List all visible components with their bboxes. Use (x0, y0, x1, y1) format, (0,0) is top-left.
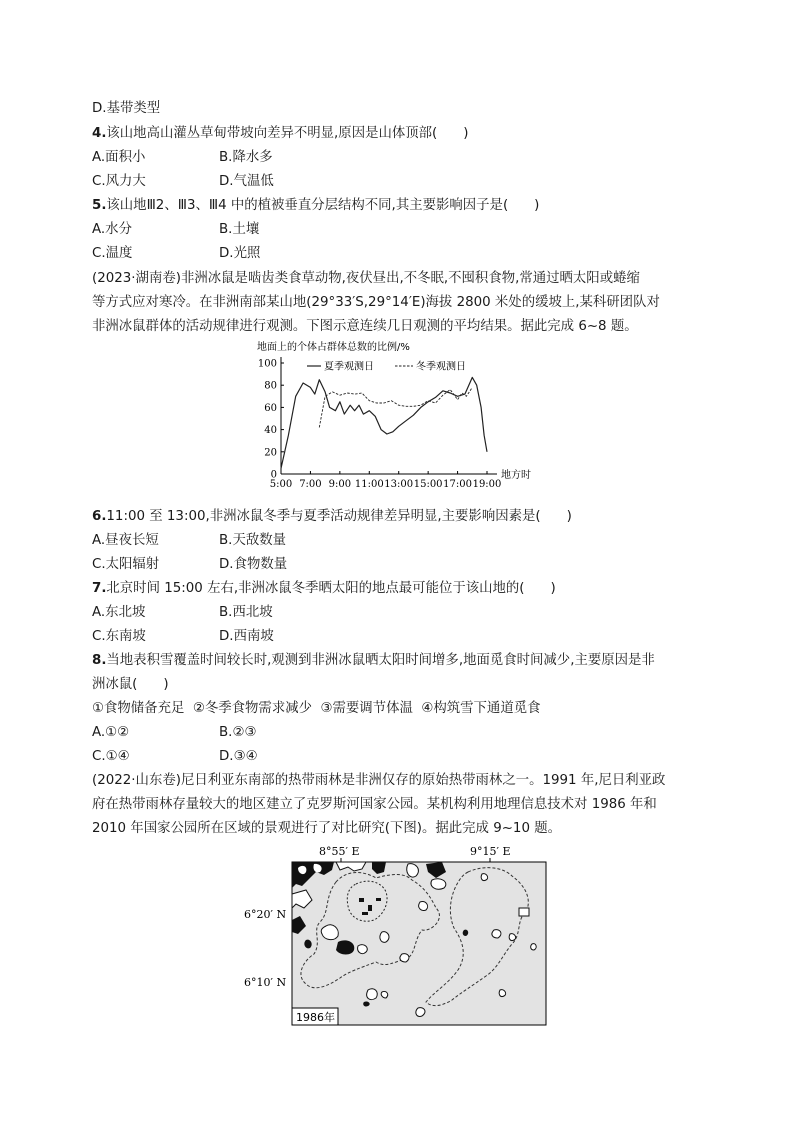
question-stem-cont: 洲冰鼠( (92, 677, 138, 692)
question-8 (92, 652, 655, 670)
q5-option-c: C.温度 (92, 246, 133, 261)
q8-option-b: B.②③ (219, 725, 257, 740)
x-tick-label: 7:00 (299, 479, 322, 488)
chart-title: 地面上的个体占群体总数的比例/% (257, 342, 410, 353)
latitude-label-north: 6°20′ N (244, 908, 287, 921)
q8-option-a: A.①② (92, 725, 130, 740)
question-stem: 北京时间 15:00 左右,非洲冰鼠冬季晒太阳的地点最可能位于该山地的( (106, 581, 525, 596)
question-number: 7. (92, 581, 107, 596)
passage-2-line-1: (2022·山东卷)尼日利亚东南部的热带雨林是非洲仅存的原始热带雨林之一。1991 年,尼日利亚政 (92, 773, 666, 788)
x-tick-label: 9:00 (328, 479, 352, 488)
q6-option-d: D.食物数量 (219, 557, 288, 572)
map-frame (292, 862, 546, 1025)
paren-close: ) (463, 126, 469, 141)
paren-close: ) (534, 198, 540, 213)
chart-legend (307, 360, 466, 373)
q5-option-a: A.水分 (92, 222, 132, 237)
q7-option-c: C.东南坡 (92, 629, 146, 644)
q4-option-a: A.面积小 (92, 150, 146, 165)
chart-series (281, 377, 487, 468)
question-stem: 11:00 至 13:00,非洲冰鼠冬季与夏季活动规律差异明显,主要影响因素是( (106, 509, 541, 524)
x-tick-label: 13:00 (384, 479, 414, 488)
q4-option-b: B.降水多 (219, 150, 273, 165)
year-label: 1986年 (296, 1011, 335, 1024)
longitude-label-east: 9°15′ E (470, 845, 511, 858)
y-tick-label: 60 (264, 402, 277, 414)
y-tick-label: 100 (257, 358, 277, 370)
x-tick-label: 15:00 (413, 479, 443, 488)
question-number: 5. (92, 198, 107, 213)
question-stem: 该山地Ⅲ2、Ⅲ3、Ⅲ4 中的植被垂直分层结构不同,其主要影响因子是( (106, 198, 509, 213)
x-tick-label: 5:00 (269, 479, 293, 488)
question-5 (92, 197, 539, 215)
q3-option-d: D.基带类型 (92, 101, 161, 116)
q8-option-d: D.③④ (219, 749, 258, 764)
question-stem: 该山地高山灌丛草甸带坡向差异不明显,原因是山体顶部( (106, 126, 438, 141)
q6-option-a: A.昼夜长短 (92, 533, 159, 548)
q5-option-d: D.光照 (219, 246, 261, 261)
question-number: 6. (92, 509, 107, 524)
passage-1-line-1: (2023·湖南卷)非洲冰鼠是啮齿类食草动物,夜伏昼出,不冬眠,不囤积食物,常通过晒太阳或蜷缩 (92, 271, 640, 286)
question-stem: 当地表积雪覆盖时间较长时,观测到非洲冰鼠晒太阳时间增多,地面觅食时间减少,主要原因是非 (106, 653, 655, 668)
longitude-label-west: 8°55′ E (319, 845, 360, 858)
paren-close: ) (163, 677, 169, 692)
x-tick-label: 19:00 (472, 479, 502, 488)
q4-option-c: C.风力大 (92, 174, 146, 189)
q8-statements: ①食物储备充足 ②冬季食物需求减少 ③需要调节体温 ④构筑雪下通道觅食 (92, 701, 541, 716)
passage-2-line-3: 2010 年国家公园所在区域的景观进行了对比研究(下图)。据此完成 9~10 题。 (92, 821, 562, 836)
q7-option-a: A.东北坡 (92, 605, 146, 620)
question-7 (92, 580, 556, 598)
passage-1-line-2: 等方式应对寒冷。在非洲南部某山地(29°33′S,29°14′E)海拔 2800 米处的缓坡上,某科研团队对 (92, 295, 660, 310)
q8-option-c: C.①④ (92, 749, 130, 764)
x-axis-label: 地方时 (501, 470, 531, 481)
x-tick-label: 17:00 (443, 479, 472, 488)
question-8-line-2 (92, 676, 169, 694)
paren-close: ) (566, 509, 572, 524)
national-park-landscape-map (236, 842, 556, 1028)
q4-option-d: D.气温低 (219, 174, 274, 189)
x-tick-label: 11:00 (354, 479, 384, 488)
y-tick-label: 0 (270, 469, 277, 481)
passage-1-line-3: 非洲冰鼠群体的活动规律进行观测。下图示意连续几日观测的平均结果。据此完成 6~8 题。 (92, 319, 638, 334)
passage-2-line-2: 府在热带雨林存量较大的地区建立了克罗斯河国家公园。某机构利用地理信息技术对 1986 年和 (92, 797, 657, 812)
q6-option-b: B.天敌数量 (219, 533, 287, 548)
q7-option-b: B.西北坡 (219, 605, 273, 620)
question-4 (92, 125, 469, 143)
y-tick-label: 80 (264, 380, 277, 392)
question-number: 8. (92, 653, 107, 668)
question-6 (92, 508, 572, 526)
latitude-label-south: 6°10′ N (244, 976, 287, 989)
y-tick-label: 40 (264, 425, 277, 437)
y-tick-label: 20 (264, 447, 277, 459)
q5-option-b: B.土壤 (219, 222, 260, 237)
chart-axes (258, 357, 531, 488)
legend-winter-label: 冬季观测日 (416, 361, 466, 373)
question-number: 4. (92, 126, 107, 141)
activity-line-chart (255, 338, 555, 488)
q7-option-d: D.西南坡 (219, 629, 274, 644)
legend-summer-label: 夏季观测日 (324, 361, 374, 373)
q6-option-c: C.太阳辐射 (92, 557, 160, 572)
summer-series-line (281, 377, 487, 468)
paren-close: ) (550, 581, 556, 596)
